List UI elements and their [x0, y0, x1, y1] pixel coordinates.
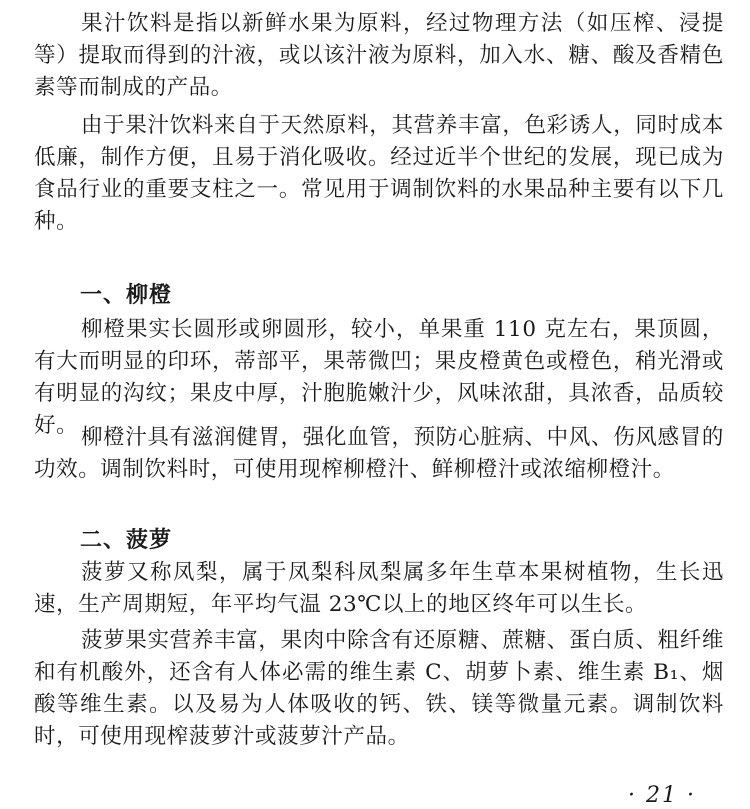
pineapple-description-paragraph: 菠萝又称凤梨，属于凤梨科凤梨属多年生草本果树植物，生长迅速，生产周期短，年平均气温 23℃以上的地区终年可以生长。: [34, 560, 724, 617]
page-number: · 21 ·: [628, 783, 696, 808]
section-heading-orange: 一、柳橙: [80, 283, 173, 308]
intro-paragraph: 由于果汁饮料来自于天然原料，其营养丰富，色彩诱人，同时成本低廉，制作方便，且易于消化吸收。经过近半个世纪的发展，现已成为食品行业的重要支柱之一。常见用于调制饮料的水果品种主要有以下几种。: [34, 113, 724, 234]
section-heading-pineapple: 二、菠萝: [80, 528, 173, 553]
orange-usage-paragraph: 柳橙汁具有滋润健胃，强化血管，预防心脏病、中风、伤风感冒的功效。调制饮料时，可使用现榨柳橙汁、鲜柳橙汁或浓缩柳橙汁。: [34, 425, 724, 482]
pineapple-usage-paragraph: 菠萝果实营养丰富，果肉中除含有还原糖、蔗糖、蛋白质、粗纤维和有机酸外，还含有人体必需的维生素 C、胡萝卜素、维生素 B₁、烟酸等维生素。以及易为人体吸收的钙、铁、镁等微量元素。调制饮料时，可使用现榨菠萝汁或菠萝汁产品。: [34, 628, 724, 749]
intro-paragraph: 果汁饮料是指以新鲜水果为原料，经过物理方法（如压榨、浸提等）提取而得到的汁液，或以该汁液为原料，加入水、糖、酸及香精色素等而制成的产品。: [34, 11, 724, 100]
orange-description-paragraph: 柳橙果实长圆形或卵圆形，较小，单果重 110 克左右，果顶圆，有大而明显的印环，蒂部平，果蒂微凹；果皮橙黄色或橙色，稍光滑或有明显的沟纹；果皮中厚，汁胞脆嫩汁少，风味浓甜，具浓香，品质较好。: [34, 317, 724, 438]
